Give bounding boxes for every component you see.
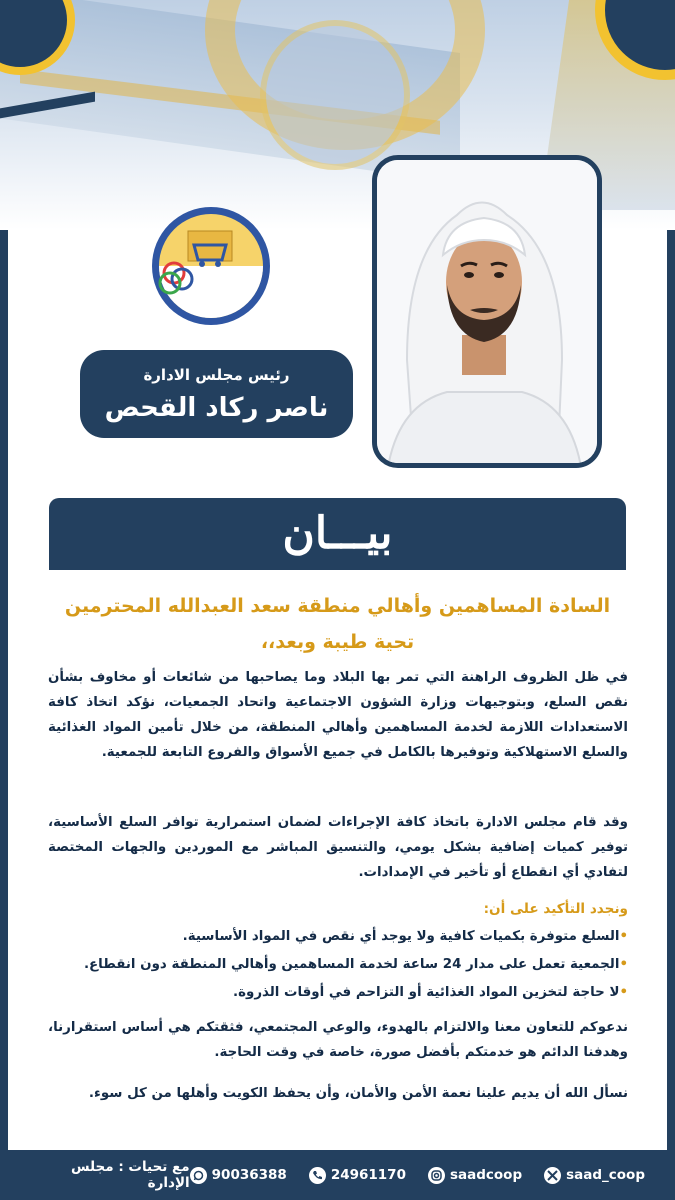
coop-logo [150, 205, 272, 327]
statement-banner: بيـــان [49, 498, 626, 570]
confirmation-title: ونجدد التأكيد على أن: [483, 901, 628, 917]
list-item: •الجمعية تعمل على مدار 24 ساعة لخدمة المساهمين وأهالي المنطقة دون انقطاع. [83, 957, 628, 972]
coop-logo-emblem [150, 205, 272, 327]
footer-bar [0, 1150, 675, 1200]
instagram-icon [428, 1167, 445, 1184]
bullet-dot-icon: • [619, 985, 628, 1000]
chairman-role: رئيس مجلس الادارة [143, 366, 290, 384]
bullet-dot-icon: • [619, 929, 628, 944]
phone-icon [309, 1167, 326, 1184]
portrait-illustration [372, 160, 597, 468]
confirmation-list [48, 923, 628, 1007]
whatsapp-icon [190, 1167, 207, 1184]
x-icon [544, 1167, 561, 1184]
chairman-photo [372, 155, 602, 468]
list-item: •لا حاجة لتخزين المواد الغذائية أو التزاحم في أوقات الذروة. [233, 985, 628, 1000]
statement-paragraph-2: وقد قام مجلس الادارة باتخاذ كافة الإجراءات لضمان استمرارية توافر السلع الأساسية، توفير كميات إضافية بشكل يومي، والتنسيق المباشر مع الموردين والجهات المختصة لتفادي أي انقطاع أو تأخير في الإمدادات. [48, 815, 628, 880]
x-contact[interactable]: saad_coop [544, 1167, 645, 1184]
name-card [80, 350, 353, 438]
instagram-contact[interactable]: saadcoop [428, 1167, 522, 1184]
statement-paragraph-1: في ظل الظروف الراهنة التي تمر بها البلاد وما يصاحبها من شائعات أو مخاوف بشأن نقص السلع، وبتوجيهات وزارة الشؤون الاجتماعية واتحاد الجمعيات، نؤكد اتخاذ كافة الاستعدادات اللازمة لخدمة المساهمين وأهالي المنطقة، من خلال تأمين المواد الغذائية والسلع الاستهلاكية وتوفيرها بالكامل في جميع الأسواق والفروع التابعة للجمعية. [48, 670, 628, 760]
chairman-name: ناصر ركاد القحص [104, 393, 329, 423]
phone-contact[interactable]: 24961170 [309, 1167, 406, 1184]
contact-row [190, 1167, 645, 1184]
statement-paragraph-4: نسأل الله أن يديم علينا نعمة الأمن والأمان، وأن يحفظ الكويت وأهلها من كل سوء. [88, 1086, 628, 1101]
footer-credit: مع تحيات : مجلس الإدارة [70, 1159, 190, 1191]
statement-greeting: تحية طيبة وبعد،، [260, 631, 415, 653]
background-seal [260, 20, 410, 170]
statement-address: السادة المساهمين وأهالي منطقة سعد العبدالله المحترمين [64, 595, 611, 617]
list-item: •السلع متوفرة بكميات كافية ولا يوجد أي نقص في المواد الأساسية. [182, 929, 628, 944]
whatsapp-contact[interactable]: 90036388 [190, 1167, 287, 1184]
bullet-dot-icon: • [619, 957, 628, 972]
statement-paragraph-3: ندعوكم للتعاون معنا والالتزام بالهدوء، والوعي المجتمعي، فثقتكم هي أساس استقرارنا، وهدفنا الدائم هو خدمتكم بأفضل صورة، خاصة في وقت الحاجة. [48, 1020, 628, 1060]
